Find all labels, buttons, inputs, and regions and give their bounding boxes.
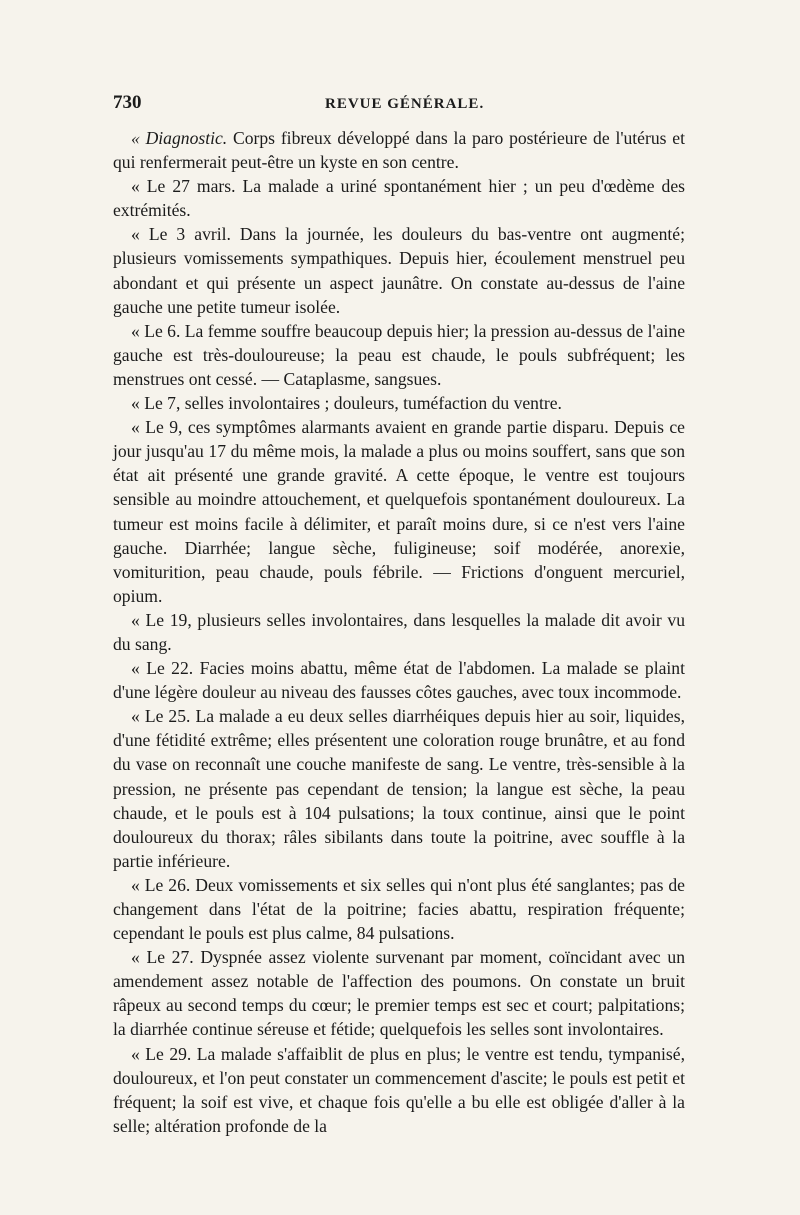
paragraph xyxy=(113,608,685,656)
paragraph-lead: « Diagnostic. xyxy=(131,128,228,148)
paragraph-text: « Le 6. La femme souffre beaucoup depuis hier; la pression au-dessus de l'aine gauche est très-douloureuse; la peau est chaude, le pouls subfréquent; les menstrues ont cessé. — Cataplasme, sangsues. xyxy=(113,320,685,389)
running-head: REVUE GÉNÉRALE. xyxy=(325,96,485,112)
paragraph-text: « Le 26. Deux vomissements et six selles qui n'ont plus été sanglantes; pas de changement dans l'état de la poitrine; facies abattu, respiration fréquente; cependant le pouls est plus calme, 84 pulsations. xyxy=(113,874,685,944)
paragraph xyxy=(113,704,685,873)
paragraph xyxy=(113,415,685,608)
paragraph xyxy=(113,126,685,174)
body-text xyxy=(113,126,685,1138)
paragraph xyxy=(113,1042,685,1138)
paragraph-text: « Le 27. Dyspnée assez violente survenant par moment, coïncidant avec un amendement assez notable de l'affection des poumons. On constate un bruit râpeux au second temps du cœur; le premier temps est sec et court; palpitations; la diarrhée continue séreuse et fétide; quelquefois les selles sont involontaires. xyxy=(113,947,685,1040)
paragraph xyxy=(113,656,685,704)
paragraph-text: Corps fibreux développé dans la paro postérieure de l'utérus et qui renfermerait peut-être un kyste en son centre. xyxy=(113,128,685,173)
paragraph-text: « Le 19, plusieurs selles involontaires, dans lesquelles la malade dit avoir vu du sang. xyxy=(113,609,685,654)
paragraph-text: « Le 27 mars. La malade a uriné spontanément hier ; un peu d'œdème des extrémités. xyxy=(113,176,685,221)
paragraph-text: « Le 7, selles involontaires ; douleurs, tuméfaction du ventre. xyxy=(131,393,562,414)
paragraph xyxy=(113,391,685,415)
paragraph-text: « Le 25. La malade a eu deux selles diarrhéiques depuis hier au soir, liquides, d'une fétidité extrême; elles présentent une coloration rouge brunâtre, et au fond du vase on reconnaît une couche manifeste de sang. Le ventre, très-sensible à la pression, ne présente pas cependant de tension; la langue est sèche, la peau chaude, et le pouls est à 104 pulsations; la toux continue, ainsi que le point douloureux du thorax; râles sibilants dans toute la poitrine, avec souffle à la partie inférieure. xyxy=(113,706,685,871)
paragraph-text: « Le 29. La malade s'affaiblit de plus en plus; le ventre est tendu, tympanisé, douloureux, et l'on peut constater un commencement d'ascite; le pouls est petit et fréquent; la soif est vive, et chaque fois qu'elle a bu elle est obligée d'aller à la selle; altération profonde de la xyxy=(113,1043,685,1136)
paragraph xyxy=(113,873,685,945)
paragraph-text: « Le 22. Facies moins abattu, même état de l'abdomen. La malade se plaint d'une légère douleur au niveau des fausses côtes gauches, avec toux incommode. xyxy=(113,658,685,703)
page-header xyxy=(113,92,685,126)
paragraph xyxy=(113,174,685,222)
paragraph xyxy=(113,222,685,318)
paragraph xyxy=(113,945,685,1041)
paragraph-text: « Le 3 avril. Dans la journée, les douleurs du bas-ventre ont augmenté; plusieurs vomissements sympathiques. Depuis hier, écoulement menstruel peu abondant et qui présente un aspect jaunâtre. On constate au-dessus de l'aine gauche une petite tumeur isolée. xyxy=(113,224,685,317)
page xyxy=(113,92,685,1138)
paragraph xyxy=(113,319,685,391)
page-number: 730 xyxy=(113,92,142,113)
paragraph-text: « Le 9, ces symptômes alarmants avaient en grande partie disparu. Depuis ce jour jusqu'au 17 du même mois, la malade a plus ou moins souffert, sans que son état ait présenté une grande gravité. A cette époque, le ventre est toujours sensible au moindre attouchement, et quelquefois spontanément douloureux. La tumeur est moins facile à délimiter, et paraît moins dure, si ce n'est vers l'aine gauche. Diarrhée; langue sèche, fuligineuse; soif modérée, anorexie, vomiturition, peau chaude, pouls fébrile. — Frictions d'onguent mercuriel, opium. xyxy=(113,417,685,606)
